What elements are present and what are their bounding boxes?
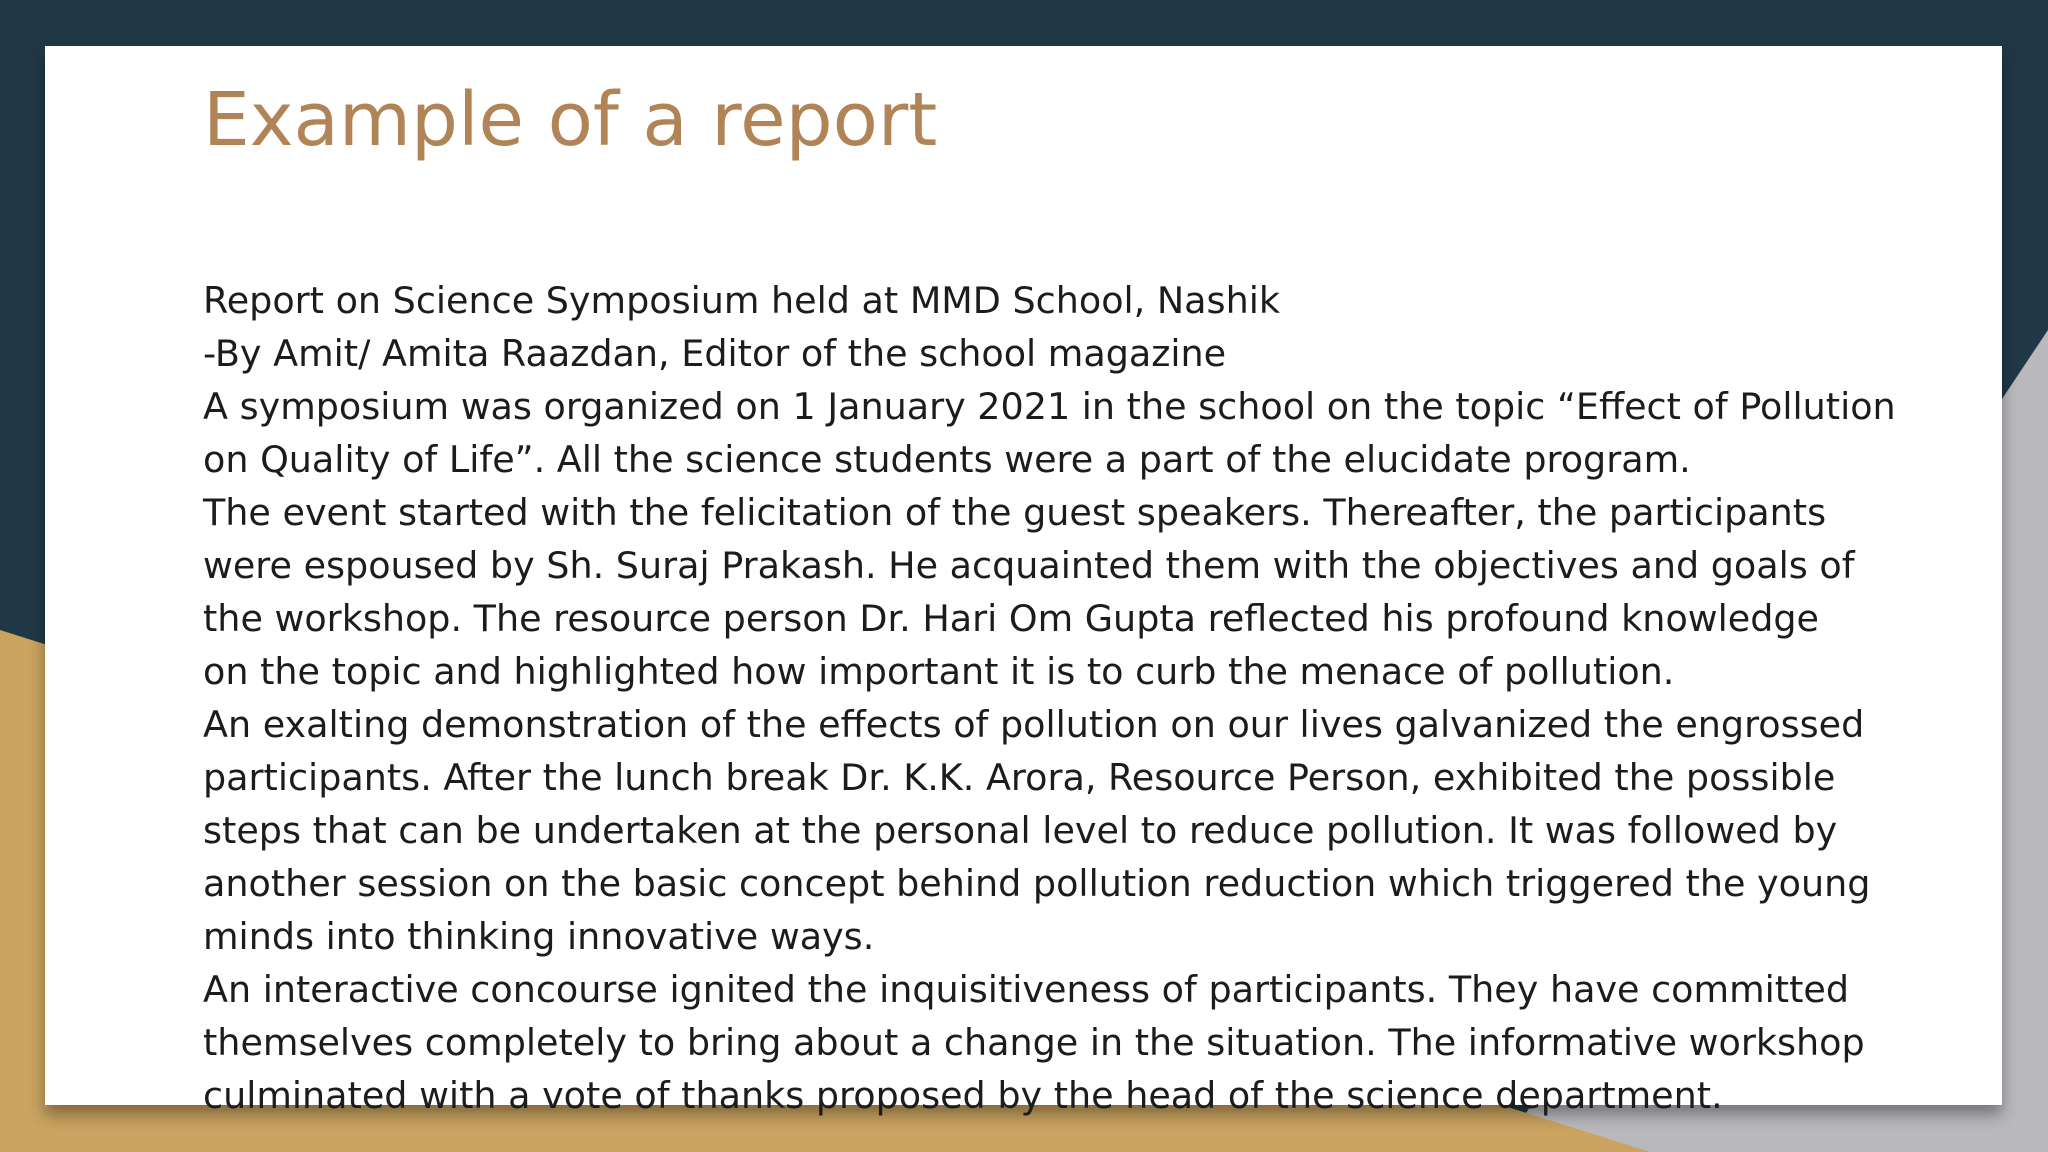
report-line: The event started with the felicitation of the guest speakers. Thereafter, the participants — [203, 491, 1827, 534]
report-line: on the topic and highlighted how important it is to curb the menace of pollution. — [203, 650, 1675, 693]
report-line: culminated with a vote of thanks proposed by the head of the science department. — [203, 1074, 1723, 1117]
report-line: the workshop. The resource person Dr. Hari Om Gupta reflected his profound knowledge — [203, 597, 1820, 640]
report-line: -By Amit/ Amita Raazdan, Editor of the school magazine — [203, 332, 1227, 375]
report-line: A symposium was organized on 1 January 2021 in the school on the topic “Effect of Pollution — [203, 385, 1896, 428]
slide-title: Example of a report — [203, 77, 938, 163]
report-body — [203, 274, 1963, 1122]
report-line: Report on Science Symposium held at MMD School, Nashik — [203, 279, 1280, 322]
report-line: themselves completely to bring about a change in the situation. The informative workshop — [203, 1021, 1865, 1064]
report-line: An interactive concourse ignited the inquisitiveness of participants. They have committed — [203, 968, 1850, 1011]
report-line: another session on the basic concept behind pollution reduction which triggered the young — [203, 862, 1871, 905]
report-line: minds into thinking innovative ways. — [203, 915, 875, 958]
report-line: were espoused by Sh. Suraj Prakash. He acquainted them with the objectives and goals of — [203, 544, 1855, 587]
report-line: on Quality of Life”. All the science students were a part of the elucidate program. — [203, 438, 1691, 481]
report-line: participants. After the lunch break Dr. K.K. Arora, Resource Person, exhibited the possible — [203, 756, 1836, 799]
report-line: steps that can be undertaken at the personal level to reduce pollution. It was followed by — [203, 809, 1838, 852]
report-line: An exalting demonstration of the effects of pollution on our lives galvanized the engrossed — [203, 703, 1865, 746]
slide-content-card — [45, 46, 2002, 1117]
